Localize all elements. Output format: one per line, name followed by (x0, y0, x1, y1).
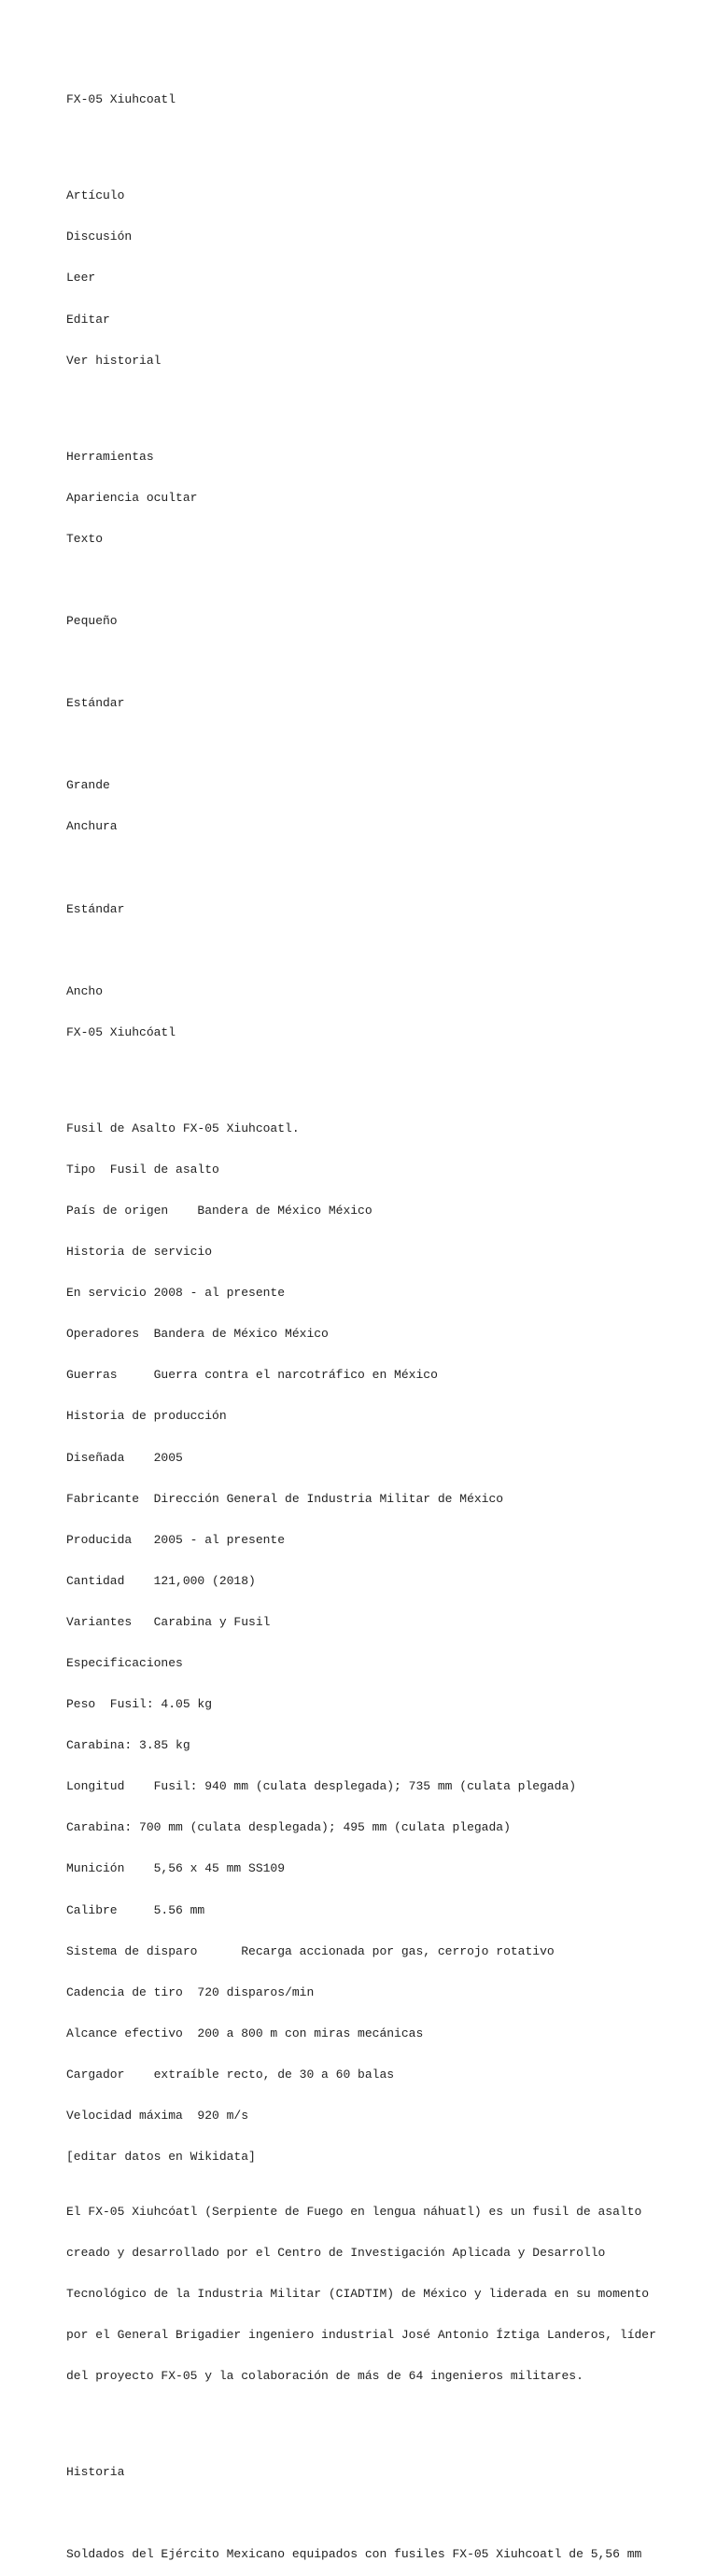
blank-line (66, 944, 701, 958)
infobox-row-ammunition: Munición 5,56 x 45 mm SS109 (66, 1861, 286, 1876)
blank-line (66, 574, 701, 588)
tab-discussion[interactable]: Discusión (66, 230, 133, 244)
width-label: Anchura (66, 819, 118, 834)
blank-line (66, 2507, 701, 2521)
blank-line (66, 2411, 701, 2425)
infobox-row-variants: Variantes Carabina y Fusil (66, 1614, 271, 1629)
tools-menu[interactable]: Herramientas (66, 449, 154, 464)
infobox-section-production-history: Historia de producción (66, 1409, 227, 1424)
blank-line (66, 396, 701, 410)
blank-line (66, 1067, 701, 1081)
infobox-row-origin: País de origen Bandera de México México (66, 1203, 373, 1218)
text-size-large-option[interactable]: Grande (66, 778, 110, 793)
intro-paragraph-line: por el General Brigadier ingeniero industrial José Antonio Íztiga Landeros, líder (66, 2328, 656, 2343)
infobox-row-rate-of-fire: Cadencia de tiro 720 disparos/min (66, 1984, 315, 1999)
intro-paragraph-line: El FX-05 Xiuhcóatl (Serpiente de Fuego en lengua náhuatl) es un fusil de asalto (66, 2204, 642, 2219)
infobox-row-length: Longitud Fusil: 940 mm (culata desplegada); 735 mm (culata plegada) (66, 1779, 577, 1794)
infobox-row-quantity: Cantidad 121,000 (2018) (66, 1573, 256, 1588)
tab-article[interactable]: Artículo (66, 188, 125, 203)
infobox-row-effective-range: Alcance efectivo 200 a 800 m con miras mecánicas (66, 2026, 424, 2040)
infobox-row-weight-carbine: Carabina: 3.85 kg (66, 1738, 190, 1753)
infobox-row-wars: Guerras Guerra contra el narcotráfico en México (66, 1368, 438, 1383)
history-image-caption: Soldados del Ejército Mexicano equipados con fusiles FX-05 Xiuhcoatl de 5,56 mm (66, 2547, 642, 2562)
blank-line (66, 738, 701, 752)
article-title: FX-05 Xiuhcóatl (66, 1024, 176, 1039)
intro-paragraph-line: Tecnológico de la Industria Militar (CIADTIM) de México y liderada en su momento (66, 2287, 650, 2302)
infobox-row-firing-system: Sistema de disparo Recarga accionada por gas, cerrojo rotativo (66, 1943, 555, 1958)
width-standard-option[interactable]: Estándar (66, 901, 125, 916)
tab-read[interactable]: Leer (66, 271, 96, 285)
appearance-toggle[interactable]: Apariencia ocultar (66, 490, 198, 505)
infobox-section-service-history: Historia de servicio (66, 1245, 213, 1260)
infobox-row-produced: Producida 2005 - al presente (66, 1532, 286, 1547)
infobox-caption: Fusil de Asalto FX-05 Xiuhcoatl. (66, 1121, 300, 1135)
text-size-small-option[interactable]: Pequeño (66, 613, 118, 628)
infobox-row-designed: Diseñada 2005 (66, 1450, 183, 1465)
infobox-row-type: Tipo Fusil de asalto (66, 1162, 219, 1177)
infobox-row-weight: Peso Fusil: 4.05 kg (66, 1697, 213, 1712)
width-wide-option[interactable]: Ancho (66, 983, 104, 998)
tab-history[interactable]: Ver historial (66, 353, 162, 368)
infobox-row-max-velocity: Velocidad máxima 920 m/s (66, 2109, 249, 2123)
blank-line (66, 656, 701, 670)
infobox-row-caliber: Calibre 5.56 mm (66, 1902, 205, 1917)
text-size-label: Texto (66, 531, 104, 546)
infobox-section-specifications: Especificaciones (66, 1655, 183, 1670)
tab-edit[interactable]: Editar (66, 312, 110, 327)
blank-line (66, 135, 701, 149)
infobox-row-manufacturer: Fabricante Dirección General de Industria Militar de México (66, 1491, 504, 1506)
infobox-row-operators: Operadores Bandera de México México (66, 1327, 329, 1342)
infobox-row-in-service: En servicio 2008 - al presente (66, 1286, 286, 1301)
infobox-row-length-carbine: Carabina: 700 mm (culata desplegada); 495 mm (culata plegada) (66, 1820, 511, 1835)
page-title: FX-05 Xiuhcoatl (66, 92, 176, 107)
section-heading-history: Historia (66, 2465, 125, 2480)
text-size-standard-option[interactable]: Estándar (66, 696, 125, 711)
article-page (66, 66, 701, 2576)
blank-line (66, 862, 701, 876)
infobox-row-magazine: Cargador extraíble recto, de 30 a 60 balas (66, 2067, 395, 2082)
intro-paragraph-line: del proyecto FX-05 y la colaboración de más de 64 ingenieros militares. (66, 2369, 583, 2384)
edit-wikidata-link[interactable]: [editar datos en Wikidata] (66, 2150, 256, 2165)
intro-paragraph-line: creado y desarrollado por el Centro de Investigación Aplicada y Desarrollo (66, 2246, 606, 2260)
